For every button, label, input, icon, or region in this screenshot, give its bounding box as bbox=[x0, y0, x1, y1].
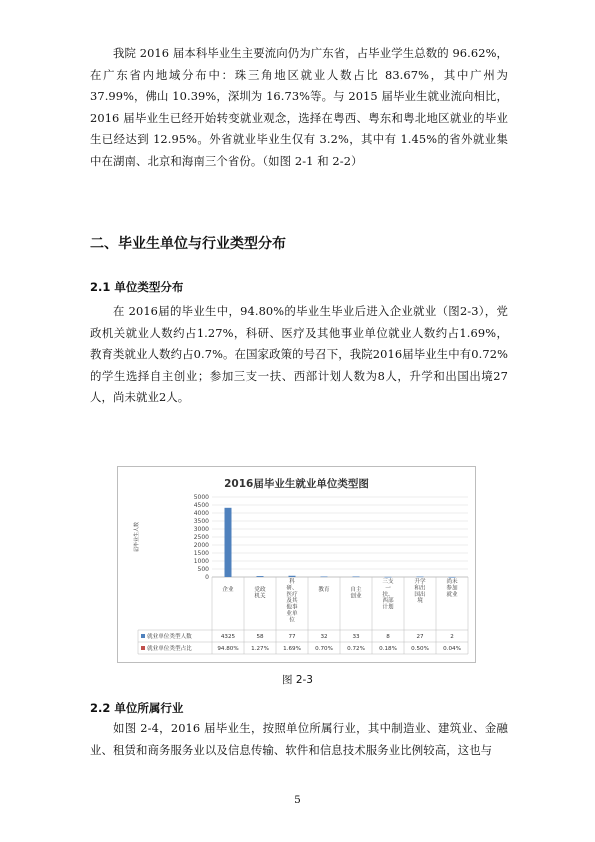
chart-svg bbox=[118, 467, 475, 662]
x-category-label: 三支一扶、西部计划 bbox=[382, 579, 394, 611]
x-category-label: 升学和出国出境 bbox=[414, 579, 426, 605]
bar bbox=[353, 576, 360, 577]
data-value-label: 0.04% bbox=[443, 646, 461, 652]
data-value-label: 0.72% bbox=[347, 646, 365, 652]
x-category-label: 自主创业 bbox=[350, 587, 362, 600]
x-category-label: 科研、医疗及其他事业单位 bbox=[286, 579, 298, 624]
data-value-label: 33 bbox=[352, 634, 360, 640]
y-tick-label: 1500 bbox=[193, 550, 209, 557]
bar bbox=[417, 577, 424, 578]
y-tick-label: 2000 bbox=[193, 542, 209, 549]
chart-title: 2016届毕业生就业单位类型图 bbox=[224, 478, 369, 490]
y-tick-label: 3000 bbox=[193, 526, 209, 533]
x-category-label: 党政机关 bbox=[254, 587, 266, 600]
legend-label: 就业单位类型占比 bbox=[147, 646, 192, 652]
subsection-heading-unit-type: 2.1 单位类型分布 bbox=[90, 280, 184, 294]
bar bbox=[449, 577, 456, 578]
data-value-label: 0.70% bbox=[315, 646, 333, 652]
data-value-label: 32 bbox=[320, 634, 328, 640]
data-value-label: 0.50% bbox=[411, 646, 429, 652]
legend-label: 就业单位类型人数 bbox=[147, 634, 192, 640]
paragraph-flow-region: 我院 2016 届本科毕业生主要流向仍为广东省，占毕业学生总数的 96.62%，在广东省内地域分布中：珠三角地区就业人数占比 83.67%，其中广州为 37.99%，佛山 10.39%，深圳为 16.73%等。与 2015 届毕业生就业流向相比，2016 届毕业生已经开始转变就业观念，选择在粤西、粤东和粤北地区就业的毕业生已经达到 12.95%。外省就业毕业生仅有 3.2%，其中有 1.45%的省外就业集中在湖南、北京和海南三个省份。（如图 2-1 和 2-2） bbox=[90, 46, 508, 168]
y-tick-label: 1000 bbox=[193, 558, 209, 565]
subsection-heading-industry: 2.2 单位所属行业 bbox=[90, 701, 184, 715]
data-value-label: 4325 bbox=[220, 634, 236, 640]
legend-swatch bbox=[141, 634, 145, 638]
data-value-label: 1.27% bbox=[251, 646, 269, 652]
figure-caption: 图 2-3 bbox=[282, 674, 313, 686]
bar bbox=[257, 576, 264, 577]
y-tick-label: 5000 bbox=[193, 494, 209, 501]
y-tick-label: 4000 bbox=[193, 510, 209, 517]
data-value-label: 8 bbox=[386, 634, 390, 640]
y-tick-label: 0 bbox=[205, 574, 209, 581]
section-heading: 二、毕业生单位与行业类型分布 bbox=[90, 236, 286, 252]
y-tick-label: 2500 bbox=[193, 534, 209, 541]
page-number: 5 bbox=[294, 794, 301, 806]
paragraph-industry: 如图 2-4，2016 届毕业生，按照单位所属行业，其中制造业、建筑业、金融业、租赁和商务服务业以及信息传输、软件和信息技术服务业比例较高，这也与 bbox=[90, 721, 508, 757]
data-value-label: 1.69% bbox=[283, 646, 301, 652]
bar bbox=[321, 576, 328, 577]
x-category-label: 尚未参加就业 bbox=[446, 579, 458, 598]
x-category-label: 企业 bbox=[222, 587, 234, 593]
data-value-label: 58 bbox=[256, 634, 264, 640]
bar bbox=[289, 576, 296, 577]
data-value-label: 0.18% bbox=[379, 646, 397, 652]
y-tick-label: 3500 bbox=[193, 518, 209, 525]
legend-swatch bbox=[141, 646, 145, 650]
bar bbox=[385, 577, 392, 578]
data-value-label: 77 bbox=[288, 634, 296, 640]
unit-type-chart bbox=[117, 466, 476, 663]
x-category-label: 教育 bbox=[318, 587, 330, 593]
data-value-label: 2 bbox=[450, 634, 454, 640]
y-tick-label: 4500 bbox=[193, 502, 209, 509]
data-value-label: 27 bbox=[416, 634, 424, 640]
bar bbox=[225, 508, 232, 577]
paragraph-unit-type: 在 2016届的毕业生中，94.80%的毕业生毕业后进入企业就业（图2-3），党政机关就业人数约占1.27%，科研、医疗及其他事业单位就业人数约占1.69%，教育类就业人数约占0.7%。在国家政策的号召下，我院2016届毕业生中有0.72%的学生选择自主创业；参加三支一扶、西部计划人数为8人，升学和出国出境27人，尚未就业2人。 bbox=[90, 304, 508, 404]
y-axis-label: 届毕业生人数 bbox=[134, 521, 140, 553]
data-value-label: 94.80% bbox=[217, 646, 239, 652]
y-tick-label: 500 bbox=[197, 566, 209, 573]
